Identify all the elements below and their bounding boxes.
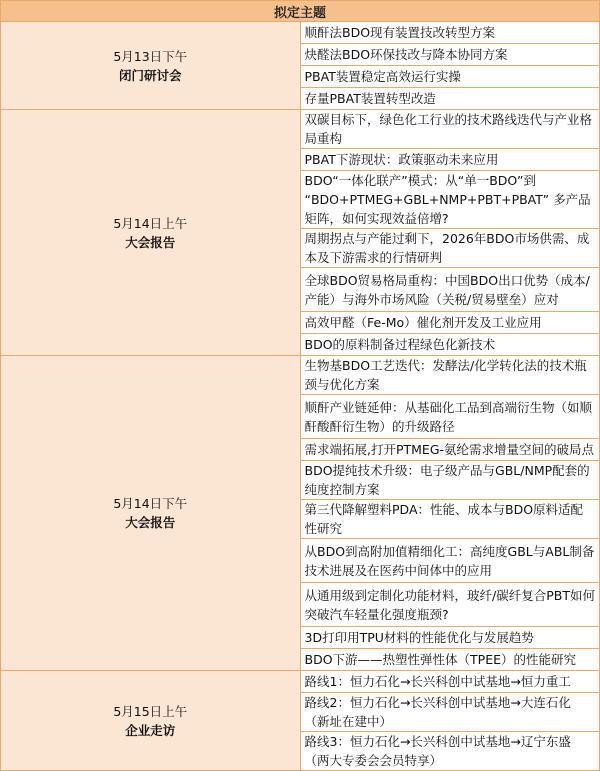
topic-cell: 炔醛法BDO环保技改与降本协同方案 <box>300 44 600 66</box>
topic-cell: 存量PBAT装置转型改造 <box>300 88 600 110</box>
topic-cell: 需求端拓展,打开PTMEG-氨纶需求增量空间的破局点 <box>300 439 600 461</box>
topic-cell: BDO“一体化联产”模式：从“单一BDO”到 “BDO+PTMEG+GBL+NMP+PBT+PBAT” 多产品矩阵，如何实现效益倍增? <box>300 171 600 229</box>
session-cell <box>1 22 301 110</box>
session-date: 5月13日下午 <box>113 48 188 64</box>
session-cell <box>1 110 301 356</box>
session-date: 5月15日上午 <box>113 703 188 719</box>
topic-cell: 高效甲醛（Fe-Mo）催化剂开发及工业应用 <box>300 312 600 334</box>
topic-cell: 路线1：恒力石化→长兴科创中试基地→恒力重工 <box>300 671 600 693</box>
topic-cell: 顺酐法BDO现有装置技改转型方案 <box>300 22 600 44</box>
session-date: 5月14日上午 <box>113 215 188 231</box>
session-label: 大会报告 <box>125 515 176 530</box>
session-label: 闭门研讨会 <box>118 67 182 83</box>
topic-cell: 周期拐点与产能过剩下，2026年BDO市场供需、成本及下游需求的行情研判 <box>300 229 600 268</box>
session-cell <box>1 356 301 671</box>
topic-cell: 路线3：恒力石化→长兴科创中试基地→辽宁东盛（两大专委会会员特享） <box>300 732 600 771</box>
topic-cell: 第三代降解塑料PDA：性能、成本与BDO原料适配性研究 <box>300 500 600 539</box>
topic-cell: 双碳目标下，绿色化工行业的技术路线迭代与产业格局重构 <box>300 110 600 149</box>
topic-cell: BDO提纯技术升级：电子级产品与GBL/NMP配套的纯度控制方案 <box>300 461 600 500</box>
topic-cell: BDO的原料制备过程绿色化新技术 <box>300 334 600 356</box>
session-label: 大会报告 <box>125 234 176 250</box>
topic-cell: PBAT装置稳定高效运行实操 <box>300 66 600 88</box>
topic-cell: PBAT下游现状：政策驱动未来应用 <box>300 149 600 171</box>
topic-cell: 3D打印用TPU材料的性能优化与发展趋势 <box>300 627 600 649</box>
session-cell <box>1 671 301 771</box>
topic-cell: 全球BDO贸易格局重构：中国BDO出口优势（成本/产能）与海外市场风险（关税/贸易壁垒）应对 <box>300 268 600 312</box>
topic-cell: BDO下游——热塑性弹性体（TPEE）的性能研究 <box>300 649 600 671</box>
session-date: 5月14日下午 <box>113 496 188 511</box>
session-label: 企业走访 <box>125 722 176 738</box>
topic-cell: 路线2：恒力石化→长兴科创中试基地→大连石化（新址在建中） <box>300 693 600 732</box>
table-header: 拟定主题 <box>1 1 600 22</box>
topic-cell: 从通用级到定制化功能材料，玻纤/碳纤复合PBT如何突破汽车轻量化强度瓶颈? <box>300 583 600 627</box>
topic-cell: 从BDO到高附加值精细化工：高纯度GBL与ABL制备技术进展及在医药中间体中的应用 <box>300 539 600 583</box>
topic-cell: 生物基BDO工艺迭代：发酵法/化学转化法的技术瓶颈与优化方案 <box>300 356 600 395</box>
topic-cell: 顺酐产业链延伸：从基础化工品到高端衍生物（如顺酐酸酐衍生物）的升级路径 <box>300 395 600 439</box>
